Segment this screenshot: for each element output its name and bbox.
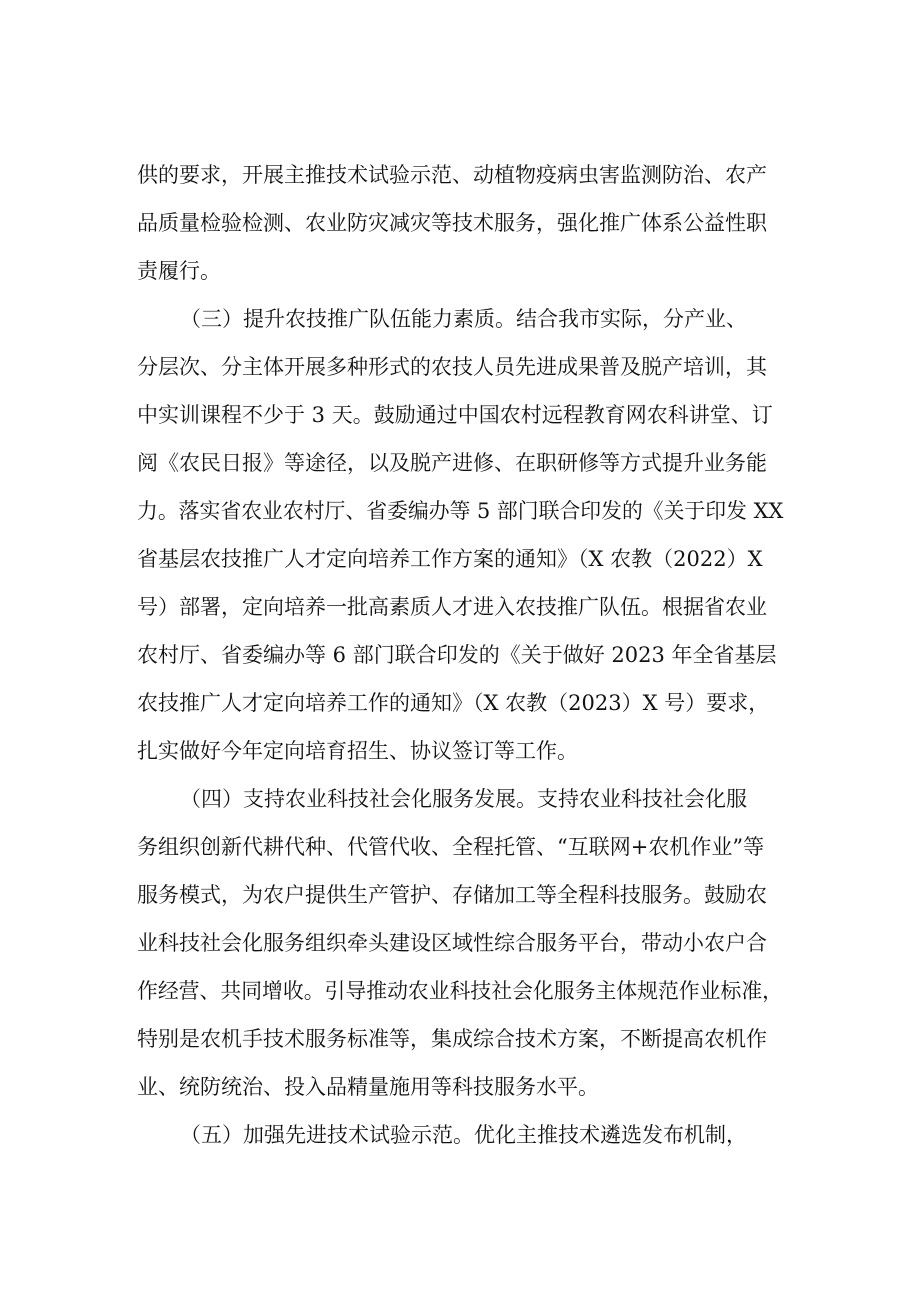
paragraph-2-line-4: 阅《农民日报》等途径，以及脱产进修、在职研修等方式提升业务能 — [137, 451, 767, 475]
paragraph-2-line-5: 力。落实省农业农村厅、省委编办等 5 部门联合印发的《关于印发 XX — [137, 499, 784, 523]
paragraph-1-line-2: 品质量检验检测、农业防灾减灾等技术服务，强化推广体系公益性职 — [137, 211, 767, 235]
paragraph-1-line-1: 供的要求，开展主推技术试验示范、动植物疫病虫害监测防治、农产 — [137, 163, 767, 187]
paragraph-2-line-9: 农技推广人才定向培养工作的通知》（X 农教（2023）X 号）要求， — [137, 691, 770, 715]
paragraph-3-line-6: 特别是农机手技术服务标准等，集成综合技术方案，不断提高农机作 — [137, 1027, 767, 1051]
paragraph-2-line-10: 扎实做好今年定向培育招生、协议签订等工作。 — [137, 739, 578, 763]
paragraph-3-line-4: 业科技社会化服务组织牵头建设区域性综合服务平台，带动小农户合 — [137, 931, 767, 955]
paragraph-2-line-7: 号）部署，定向培养一批高素质人才进入农技推广队伍。根据省农业 — [137, 595, 767, 619]
paragraph-3-line-7: 业、统防统治、投入品精量施用等科技服务水平。 — [137, 1075, 599, 1099]
paragraph-3-line-3: 服务模式，为农户提供生产管护、存储加工等全程科技服务。鼓励农 — [137, 883, 767, 907]
paragraph-3-line-5: 作经营、共同增收。引导推动农业科技社会化服务主体规范作业标准， — [137, 979, 783, 1003]
paragraph-3-line-1: （四）支持农业科技社会化服务发展。支持农业科技社会化服 — [180, 787, 747, 811]
paragraph-2-line-2: 分层次、分主体开展多种形式的农技人员先进成果普及脱产培训，其 — [137, 355, 767, 379]
paragraph-2-line-8: 农村厅、省委编办等 6 部门联合印发的《关于做好 2023 年全省基层 — [137, 643, 777, 667]
paragraph-2-line-3: 中实训课程不少于 3 天。鼓励通过中国农村远程教育网农科讲堂、订 — [137, 403, 773, 427]
paragraph-1-line-3: 责履行。 — [137, 259, 221, 283]
paragraph-3-line-2: 务组织创新代耕代种、代管代收、全程托管、“互联网+农机作业”等 — [137, 835, 765, 859]
paragraph-2-line-1: （三）提升农技推广队伍能力素质。结合我市实际，分产业、 — [180, 307, 747, 331]
paragraph-2-line-6: 省基层农技推广人才定向培养工作方案的通知》（X 农教（2022）X — [137, 547, 763, 571]
paragraph-4-line-1: （五）加强先进技术试验示范。优化主推技术遴选发布机制， — [180, 1123, 747, 1147]
